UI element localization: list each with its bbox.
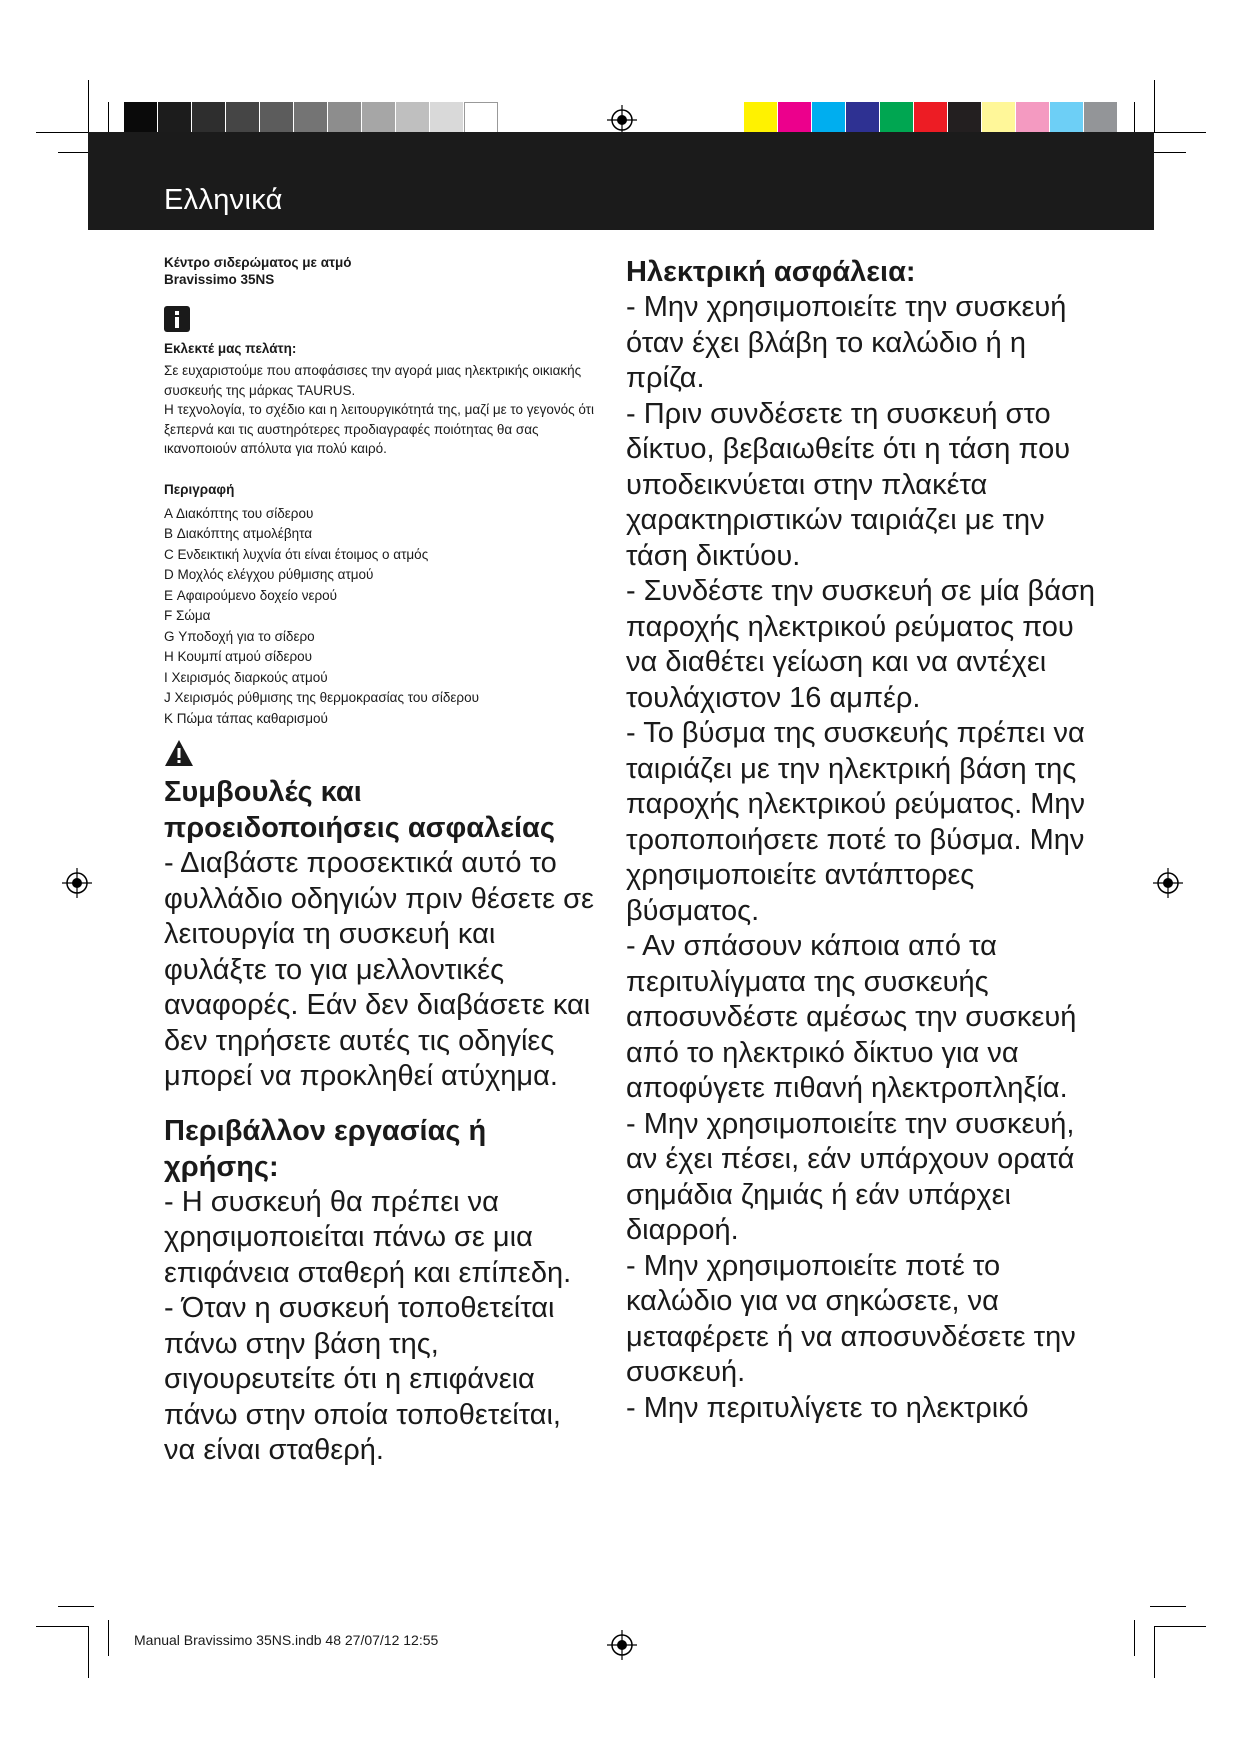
crop-mark	[36, 1626, 88, 1627]
warning-icon	[164, 739, 194, 767]
electrical-item: - Μην χρησιμοποιείτε ποτέ το καλώδιο για να σηκώσετε, να μεταφέρετε ή να αποσυνδέσετε την συσκευή.	[626, 1249, 1076, 1388]
intro-heading: Εκλεκτέ μας πελάτη:	[164, 341, 297, 356]
list-item: F Σώμα	[164, 608, 211, 623]
list-item: K Πώμα τάπας καθαρισμού	[164, 710, 328, 726]
crop-mark	[1154, 132, 1206, 133]
list-item: H Κουμπί ατμού σίδερου	[164, 649, 313, 664]
language-title: Ελληνικά	[164, 184, 283, 216]
description-list	[164, 504, 594, 730]
electrical-item: - Αν σπάσουν κάποια από τα περιτυλίγματα της συσκευής αποσυνδέστε αμέσως την συσκευή από το ηλεκτρικό δίκτυο για να αποφύγετε πιθανή ηλεκτροπληξία.	[626, 930, 1077, 1104]
crop-mark	[1154, 1626, 1206, 1627]
electrical-heading: Ηλεκτρική ασφάλεια:	[626, 256, 916, 288]
environment-item: - Η συσκευή θα πρέπει να χρησιμοποιείται πάνω σε μια επιφάνεια σταθερή και επίπεδη.	[164, 1185, 572, 1289]
right-column	[626, 254, 1096, 1426]
list-item: C Ενδεικτική λυχνία ότι είναι έτοιμος ο ατμός	[164, 546, 429, 562]
crop-mark	[88, 1626, 89, 1678]
list-item: B Διακόπτης ατμολέβητα	[164, 526, 313, 541]
description-heading: Περιγραφή	[164, 481, 235, 497]
crop-mark	[1134, 1620, 1135, 1656]
environment-heading: Περιβάλλον εργασίας ή χρήσης:	[164, 1114, 487, 1183]
print-slug: Manual Bravissimo 35NS.indb 48 27/07/12 12:55	[134, 1632, 439, 1648]
registration-mark-icon	[607, 1630, 637, 1660]
electrical-item: - Το βύσμα της συσκευής πρέπει να ταιριάζει με την ηλεκτρική βάση της παροχής ηλεκτρικού ρεύματος. Μην τροποποιήσετε ποτέ το βύσμα. Μην χρησιμοποιείτε αντάπτορες βύσματος.	[626, 717, 1086, 927]
list-item: J Χειρισμός ρύθμισης της θερμοκρασίας του σίδερου	[164, 690, 479, 705]
product-title: Κέντρο σιδερώματος με ατμό	[164, 255, 352, 270]
crop-mark	[58, 1606, 94, 1607]
crop-mark	[1154, 80, 1155, 132]
list-item: I Χειρισμός διαρκούς ατμού	[164, 669, 328, 685]
crop-mark	[1150, 1606, 1186, 1607]
electrical-item: - Μην περιτυλίγετε το ηλεκτρικό	[626, 1391, 1029, 1424]
electrical-item: - Μην χρησιμοποιείτε την συσκευή όταν έχει βλάβη το καλώδιο ή η πρίζα.	[626, 291, 1067, 394]
intro-paragraph: Σε ευχαριστούμε που αποφάσισες την αγορά μιας ηλεκτρικής οικιακής συσκευής της μάρκας TAURUS.	[164, 363, 582, 398]
crop-mark	[1150, 152, 1186, 153]
list-item: G Υποδοχή για το σίδερο	[164, 628, 315, 644]
info-icon	[164, 306, 190, 332]
electrical-item: - Μην χρησιμοποιείτε την συσκευή, αν έχει πέσει, εάν υπάρχουν ορατά σημάδια ζημιάς ή εάν υπάρχει διαρροή.	[626, 1107, 1075, 1246]
intro-paragraph: Η τεχνολογία, το σχέδιο και η λειτουργικότητά της, μαζί με το γεγονός ότι ξεπερνά και τις αυστηρότερες προδιαγραφές ποιότητας θα σας ικανοποιούν απόλυτα για πολύ καιρό.	[164, 402, 594, 456]
registration-mark-icon	[62, 868, 92, 898]
list-item: A Διακόπτης του σίδερου	[164, 505, 314, 521]
electrical-item: - Συνδέστε την συσκευή σε μία βάση παροχής ηλεκτρικού ρεύματος που να διαθέτει γείωση και να αντέχει τουλάχιστον 16 αμπέρ.	[626, 575, 1096, 714]
crop-mark	[88, 80, 89, 132]
safety-text: - Διαβάστε προσεκτικά αυτό το φυλλάδιο οδηγιών πριν θέσετε σε λειτουργία τη συσκευή και φυλάξτε το για μελλοντικές αναφορές. Εάν δεν διαβάσετε και δεν τηρήσετε αυτές τις οδηγίες μπορεί να προκληθεί ατύχημα.	[164, 847, 594, 1092]
crop-mark	[1154, 1626, 1155, 1678]
product-model: Bravissimo 35NS	[164, 272, 275, 287]
safety-heading: Συμβουλές και προειδοποιήσεις ασφαλείας	[164, 776, 555, 844]
crop-mark	[36, 132, 88, 133]
crop-mark	[108, 1620, 109, 1656]
registration-mark-icon	[607, 105, 637, 135]
registration-mark-icon	[1153, 868, 1183, 898]
environment-item: - Όταν η συσκευή τοποθετείται πάνω στην βάση της, σιγουρευτείτε ότι η επιφάνεια πάνω στην οποία τοποθετείται, να είναι σταθερή.	[164, 1292, 561, 1466]
list-item: E Αφαιρούμενο δοχείο νερού	[164, 587, 338, 603]
language-banner	[88, 132, 1154, 230]
left-column	[164, 254, 594, 1469]
electrical-item: - Πριν συνδέσετε τη συσκευή στο δίκτυο, βεβαιωθείτε ότι η τάση που υποδεικνύεται στην πλακέτα χαρακτηριστικών ταιριάζει με την τάση δικτύου.	[626, 397, 1071, 572]
list-item: D Μοχλός ελέγχου ρύθμισης ατμού	[164, 567, 374, 582]
